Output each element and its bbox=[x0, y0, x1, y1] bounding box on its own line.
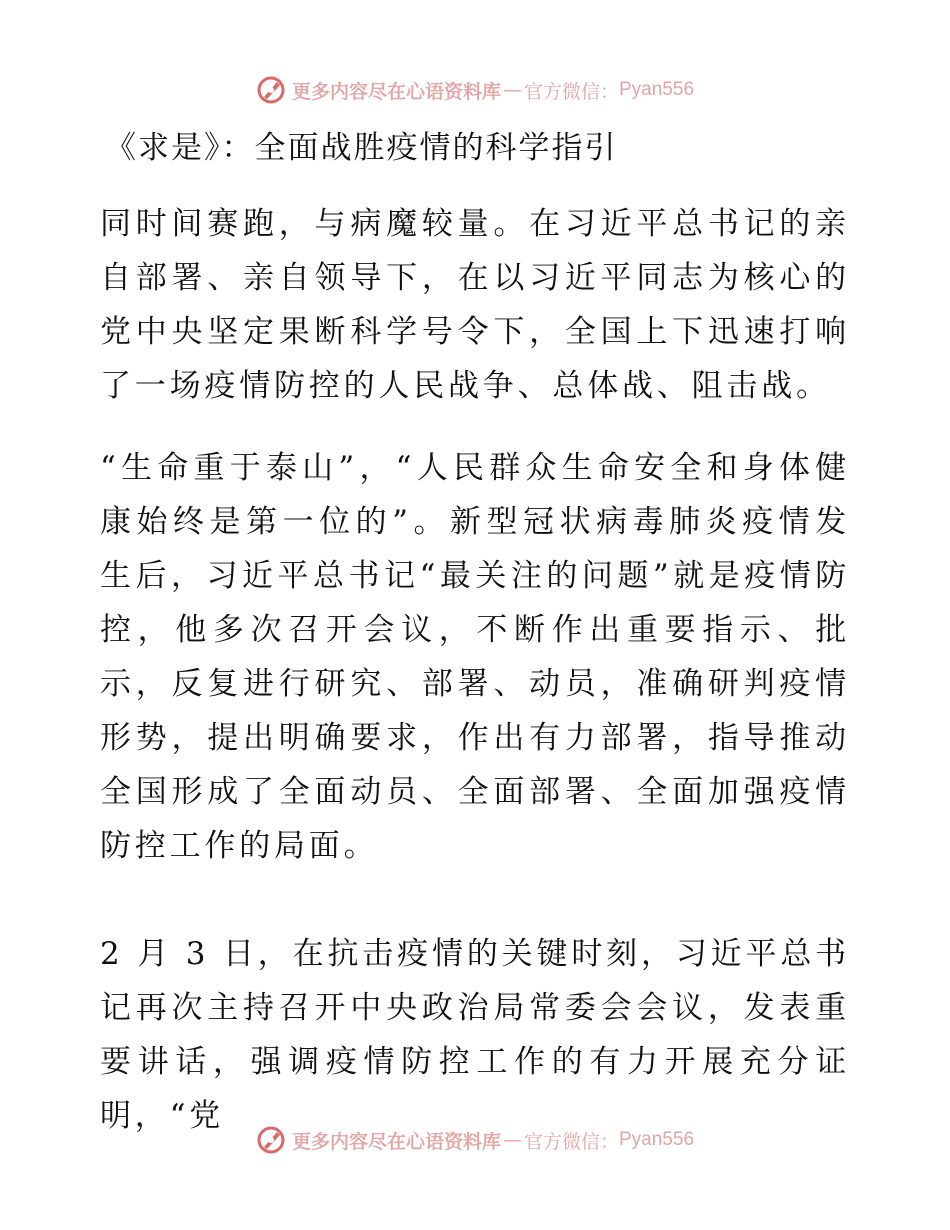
banner-text: 更多内容尽在心语资料库 bbox=[291, 1130, 501, 1153]
logo-icon bbox=[256, 75, 286, 105]
paragraph-2: “生命重于泰山”，“人民群众生命安全和身体健康始终是第一位的”。新型冠状病毒肺炎疫情发生后，习近平总书记“最关注的问题”就是疫情防控，他多次召开会议，不断作出重要指示、批示，反复进行研究、部署、动员，准确研判疫情形势，提出明确要求，作出有力部署，指导推动全国形成了全面动员、全面部署、全面加强疫情防控工作的局面。 bbox=[100, 450, 850, 864]
banner-separator: — bbox=[502, 79, 522, 101]
banner-wechat-id: Pyan556 bbox=[619, 1129, 695, 1150]
banner-subtext: 官方微信： bbox=[523, 1130, 619, 1153]
paragraph-1: 同时间赛跑，与病魔较量。在习近平总书记的亲自部署、亲自领导下，在以习近平同志为核心的党中央坚定果断科学号令下，全国上下迅速打响了一场疫情防控的人民战争、总体战、阻击战。 bbox=[100, 206, 850, 404]
banner-wechat-id: Pyan556 bbox=[619, 79, 695, 100]
footer-banner bbox=[0, 1120, 950, 1160]
banner-subtext: 官方微信： bbox=[523, 80, 619, 103]
banner-separator: — bbox=[502, 1129, 522, 1151]
paragraph-3: 2 月 3 日，在抗击疫情的关键时刻，习近平总书记再次主持召开中央政治局常委会会议，发表重要讲话，强调疫情防控工作的有力开展充分证明，“党 bbox=[100, 936, 850, 1134]
banner-text: 更多内容尽在心语资料库 bbox=[291, 80, 501, 103]
document-title: 《求是》：全面战胜疫情的科学指引 bbox=[105, 130, 618, 166]
header-banner bbox=[0, 70, 950, 110]
logo-icon bbox=[256, 1125, 286, 1155]
